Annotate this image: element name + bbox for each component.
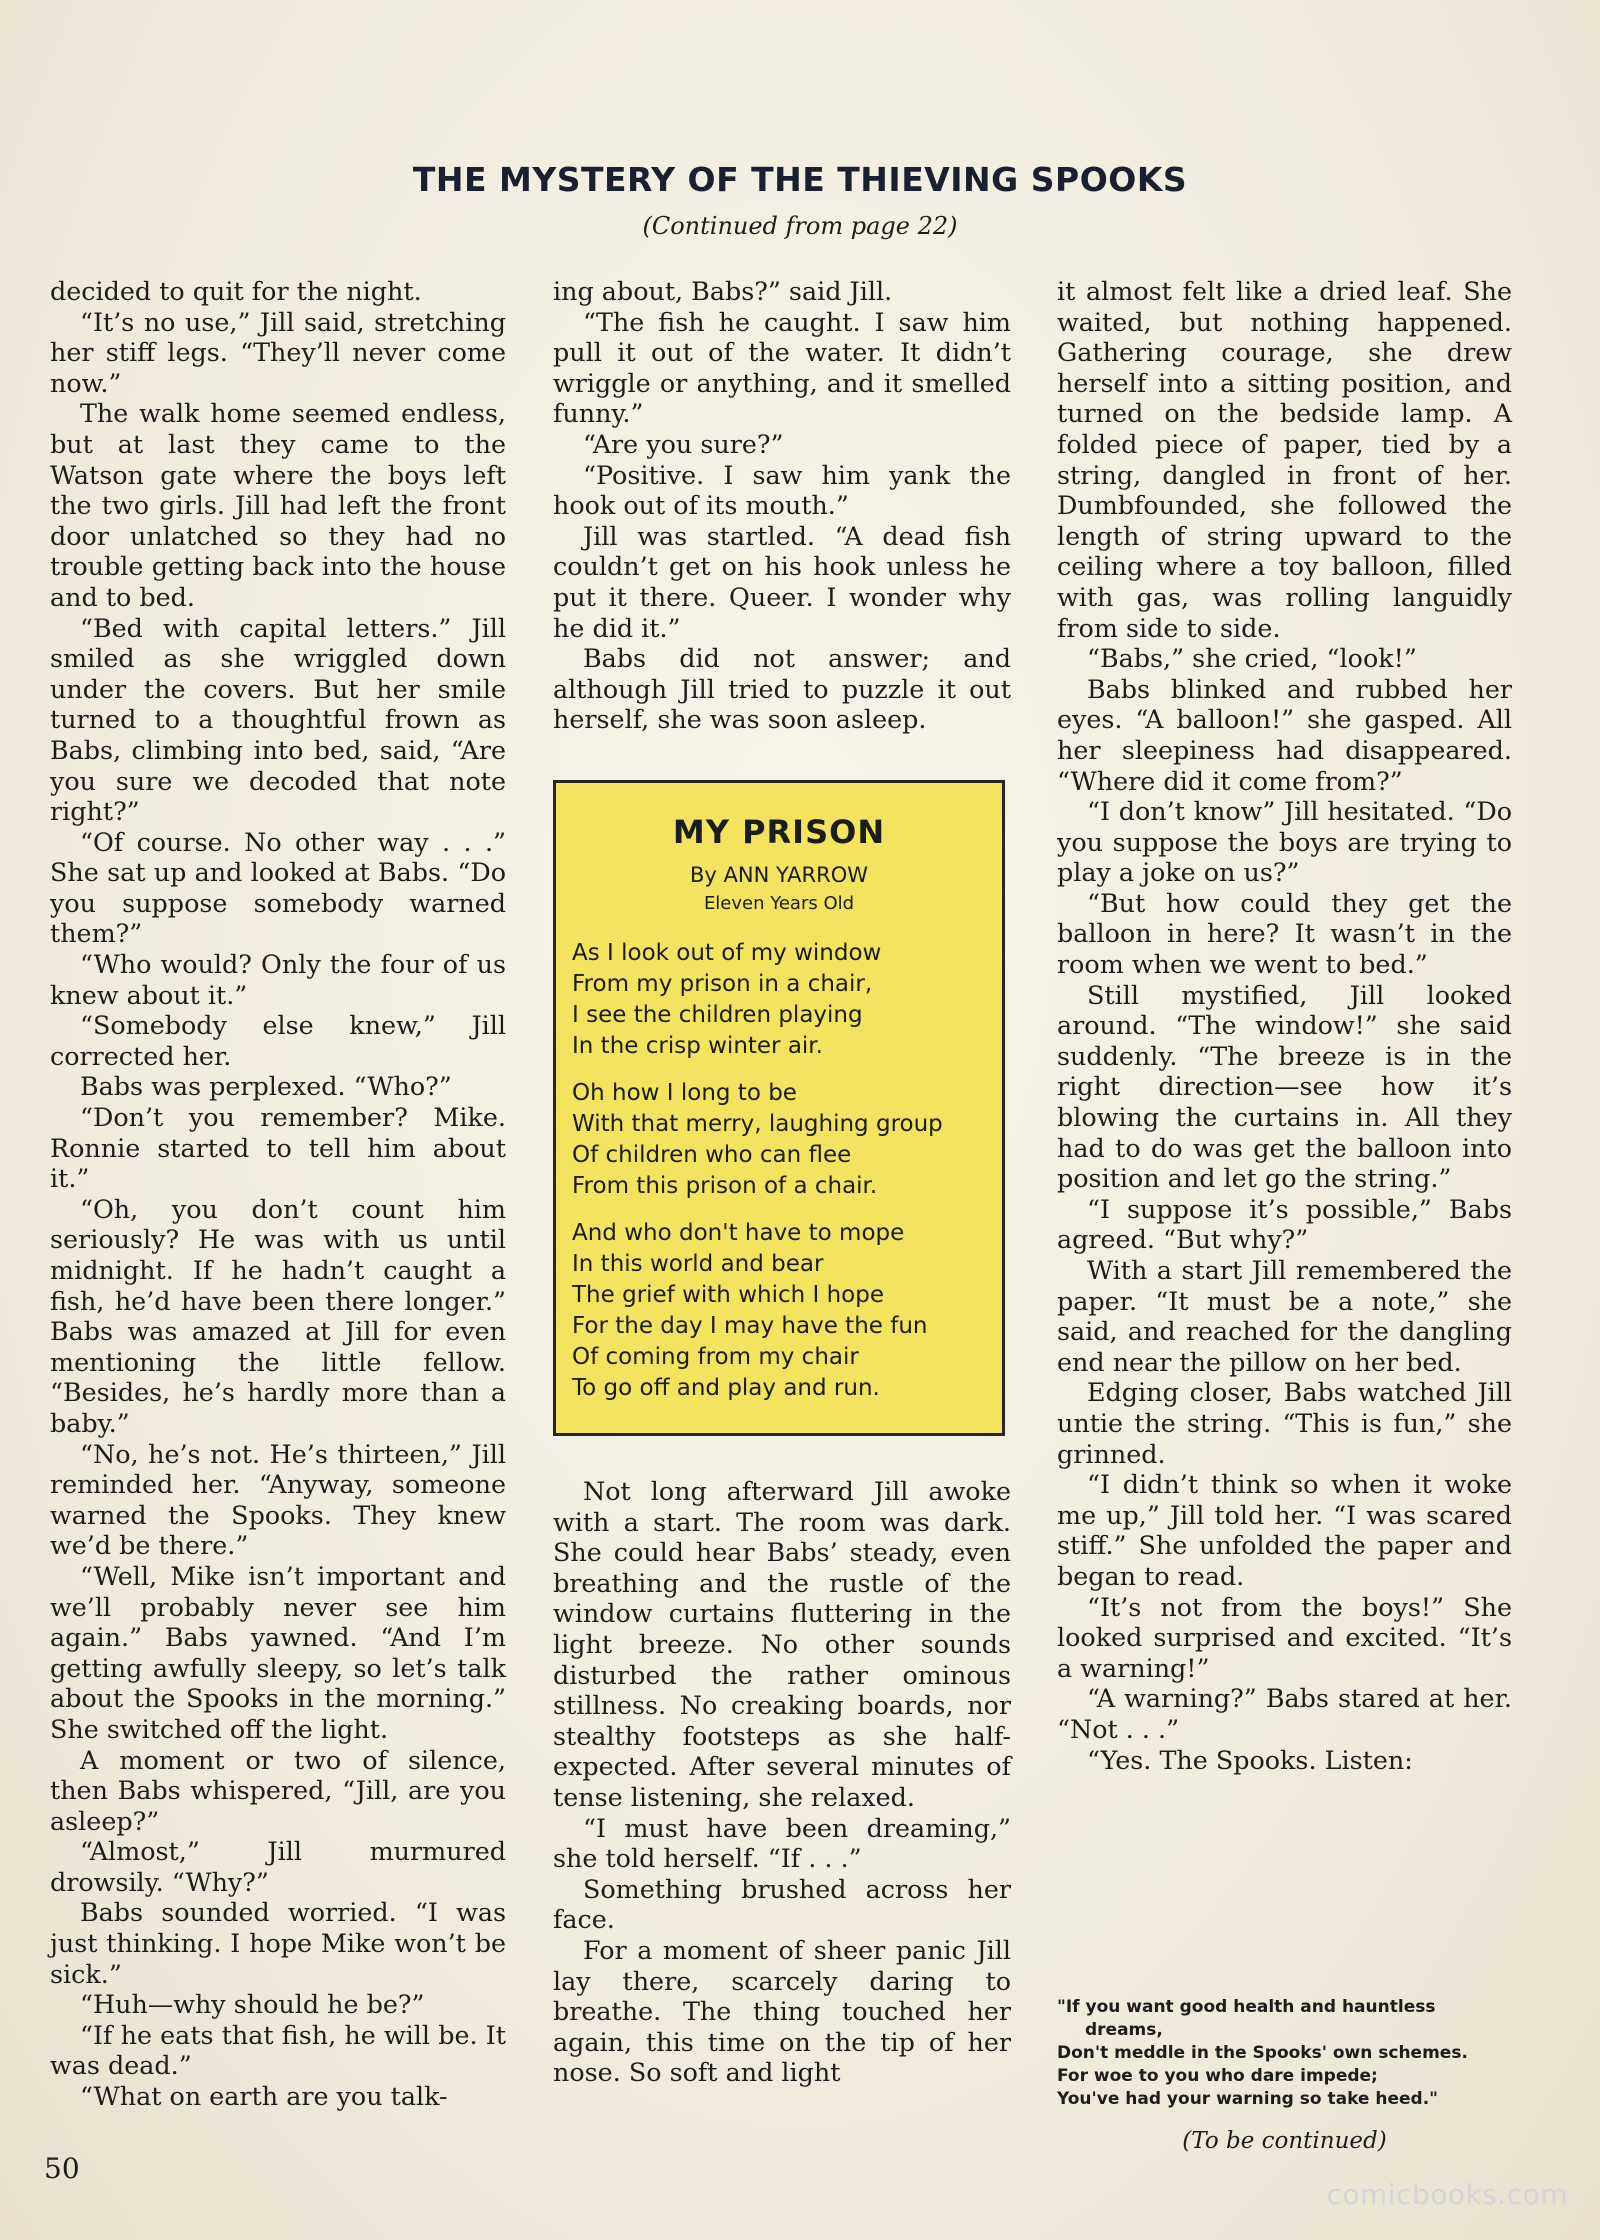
story-column-2-bottom xyxy=(553,1476,1011,2088)
poem-title: MY PRISON xyxy=(672,813,886,851)
paragraph: “I must have been dreaming,” she told herself. “If . . .” xyxy=(553,1812,1011,1874)
paragraph: Babs did not answer; and although Jill tried to puzzle it out herself, she was soon asleep. xyxy=(553,643,1011,735)
paragraph: “Almost,” Jill murmured drowsily. “Why?” xyxy=(50,1836,506,1897)
poem-byline: By ANN YARROW xyxy=(689,863,868,887)
paragraph: For a moment of sheer panic Jill lay there, scarcely daring to breathe. The thing touched her again, this time on the tip of her nose. So soft and light xyxy=(553,1934,1011,2088)
paragraph: “Don’t you remember? Mike. Ronnie started to tell him about it.” xyxy=(50,1102,506,1194)
poem-line: Of children who can flee xyxy=(572,1142,852,1168)
story-title: THE MYSTERY OF THE THIEVING SPOOKS xyxy=(412,160,1188,199)
poem-stanza xyxy=(572,1218,992,1404)
page-number: 50 xyxy=(44,2152,80,2185)
poem-box xyxy=(553,780,1005,1436)
paragraph: “Are you sure?” xyxy=(583,428,784,459)
paragraph: With a start Jill remembered the paper. “It must be a note,” she said, and reached for the dangling end near the pillow on her bed. xyxy=(1057,1255,1512,1377)
paragraph: The walk home seemed endless, but at last they came to the Watson gate where the boys left the two girls. Jill had left the front door unlatched so they had no trouble getting back into the house and to bed. xyxy=(50,398,506,612)
continued-note: (Continued from page 22) xyxy=(642,212,958,240)
paragraph: Something brushed across her face. xyxy=(553,1873,1011,1935)
story-column-2-top xyxy=(553,276,1011,735)
paragraph: Babs was perplexed. “Who?” xyxy=(80,1071,452,1102)
paragraph: Jill was startled. “A dead fish couldn’t get on his hook unless he put it there. Queer. I wonder why he did it.” xyxy=(553,520,1011,643)
paragraph: “What on earth are you talk- xyxy=(80,2081,448,2112)
paragraph: “Well, Mike isn’t important and we’ll probably never see him again.” Babs yawned. “And I’m getting awfully sleepy, so let’s talk about the Spooks in the morning.” She switched off the light. xyxy=(50,1560,506,1744)
paragraph: “Positive. I saw him yank the hook out of its mouth.” xyxy=(553,459,1011,521)
warning-note xyxy=(1057,1996,1512,2111)
watermark: comicbooks.com xyxy=(1326,2178,1568,2211)
poem-line: In this world and bear xyxy=(572,1251,824,1277)
paragraph: “Somebody else knew,” Jill corrected her. xyxy=(50,1010,506,1071)
poem-line: To go off and play and run. xyxy=(572,1375,880,1401)
paragraph: A moment or two of silence, then Babs whispered, “Jill, are you asleep?” xyxy=(50,1744,506,1836)
poem-line: The grief with which I hope xyxy=(572,1282,885,1308)
paragraph: “It’s not from the boys!” She looked surprised and excited. “It’s a warning!” xyxy=(1057,1591,1512,1683)
paragraph: “It’s no use,” Jill said, stretching her stiff legs. “They’ll never come now.” xyxy=(50,306,506,398)
paragraph: “I don’t know” Jill hesitated. “Do you suppose the boys are trying to play a joke on us?” xyxy=(1057,796,1512,888)
warning-line: dreams, xyxy=(1085,2020,1163,2040)
warning-line: "If you want good health and hauntless xyxy=(1057,1997,1436,2017)
paragraph: “A warning?” Babs stared at her. “Not . . .” xyxy=(1057,1683,1512,1744)
paragraph: Not long afterward Jill awoke with a start. The room was dark. She could hear Babs’ steady, even breathing and the rustle of the window curtains fluttering in the light breeze. No other sounds disturbed the rather ominous stillness. No creaking boards, nor stealthy footsteps as she half-expected. After several minutes of tense listening, she relaxed. xyxy=(553,1476,1011,1812)
story-column-3 xyxy=(1057,276,1512,1775)
poem-line: With that merry, laughing group xyxy=(572,1111,943,1137)
warning-line: You've had your warning so take heed." xyxy=(1057,2089,1439,2109)
paragraph: “Bed with capital letters.” Jill smiled as she wriggled down under the covers. But her smile turned to a thoughtful frown as Babs, climbing into bed, said, “Are you sure we decoded that note right?” xyxy=(50,612,506,827)
paragraph: it almost felt like a dried leaf. She waited, but nothing happened. Gathering courage, she drew herself into a sitting position, and turned on the bedside lamp. A folded piece of paper, tied by a string, dangled in front of her. Dumbfounded, she followed the length of string upward to the ceiling where a toy balloon, filled with gas, was rolling languidly from side to side. xyxy=(1057,276,1512,643)
poem-line: For the day I may have the fun xyxy=(572,1313,928,1339)
paragraph: Edging closer, Babs watched Jill untie the string. “This is fun,” she grinned. xyxy=(1057,1377,1512,1469)
poem-line: As I look out of my window xyxy=(572,940,882,966)
paragraph: “Of course. No other way . . .” She sat up and looked at Babs. “Do you suppose somebody warned them?” xyxy=(50,826,506,949)
poem-stanzas xyxy=(572,938,992,1420)
paragraph: Still mystified, Jill looked around. “The window!” she said suddenly. “The breeze is in the right direction—see how it’s blowing the curtains in. All they had to do was get the balloon into position and let go the string.” xyxy=(1057,979,1512,1194)
paragraph: Babs sounded worried. “I was just thinking. I hope Mike won’t be sick.” xyxy=(50,1897,506,1989)
poem-line: From this prison of a chair. xyxy=(572,1173,878,1199)
to-be-continued: (To be continued) xyxy=(1182,2128,1387,2154)
poem-line: And who don't have to mope xyxy=(572,1220,905,1246)
warning-line: Don't meddle in the Spooks' own schemes. xyxy=(1057,2043,1468,2063)
poem-line: Oh how I long to be xyxy=(572,1080,797,1106)
paragraph: “I suppose it’s possible,” Babs agreed. “But why?” xyxy=(1057,1193,1512,1255)
paragraph: decided to quit for the night. xyxy=(50,276,422,306)
paragraph: “I didn’t think so when it woke me up,” Jill told her. “I was scared stiff.” She unfolded the paper and began to read. xyxy=(1057,1469,1512,1591)
paragraph: “No, he’s not. He’s thirteen,” Jill reminded her. “Anyway, someone warned the Spooks. They knew we’d be there.” xyxy=(50,1438,506,1561)
paragraph: “Oh, you don’t count him seriously? He was with us until midnight. If he hadn’t caught a fish, he’d have been there longer.” Babs was amazed at Jill for even mentioning the little fellow. “Besides, he’s hardly more than a baby.” xyxy=(50,1193,506,1438)
poem-line: I see the children playing xyxy=(572,1002,863,1028)
paragraph: “Who would? Only the four of us knew about it.” xyxy=(50,949,506,1010)
story-column-1 xyxy=(50,276,506,2112)
paragraph: “If he eats that fish, he will be. It was dead.” xyxy=(50,2019,506,2081)
poem-line: Of coming from my chair xyxy=(572,1344,859,1370)
warning-line: For woe to you who dare impede; xyxy=(1057,2066,1378,2086)
paragraph: “Babs,” she cried, “look!” xyxy=(1087,643,1417,674)
paragraph: “Yes. The Spooks. Listen: xyxy=(1087,1744,1413,1775)
paragraph: “But how could they get the balloon in here? It wasn’t in the room when we went to bed.” xyxy=(1057,887,1512,980)
poem-line: In the crisp winter air. xyxy=(572,1033,823,1059)
poem-author-age: Eleven Years Old xyxy=(703,893,855,914)
poem-line: From my prison in a chair, xyxy=(572,971,873,997)
paragraph: Babs blinked and rubbed her eyes. “A balloon!” she gasped. All her sleepiness had disappeared. “Where did it come from?” xyxy=(1057,673,1512,796)
poem-stanza xyxy=(572,938,992,1062)
paragraph: “The fish he caught. I saw him pull it out of the water. It didn’t wriggle or anything, and it smelled funny.” xyxy=(553,306,1011,429)
paragraph: ing about, Babs?” said Jill. xyxy=(553,276,893,306)
paragraph: “Huh—why should he be?” xyxy=(80,1989,425,2020)
poem-stanza xyxy=(572,1078,992,1202)
